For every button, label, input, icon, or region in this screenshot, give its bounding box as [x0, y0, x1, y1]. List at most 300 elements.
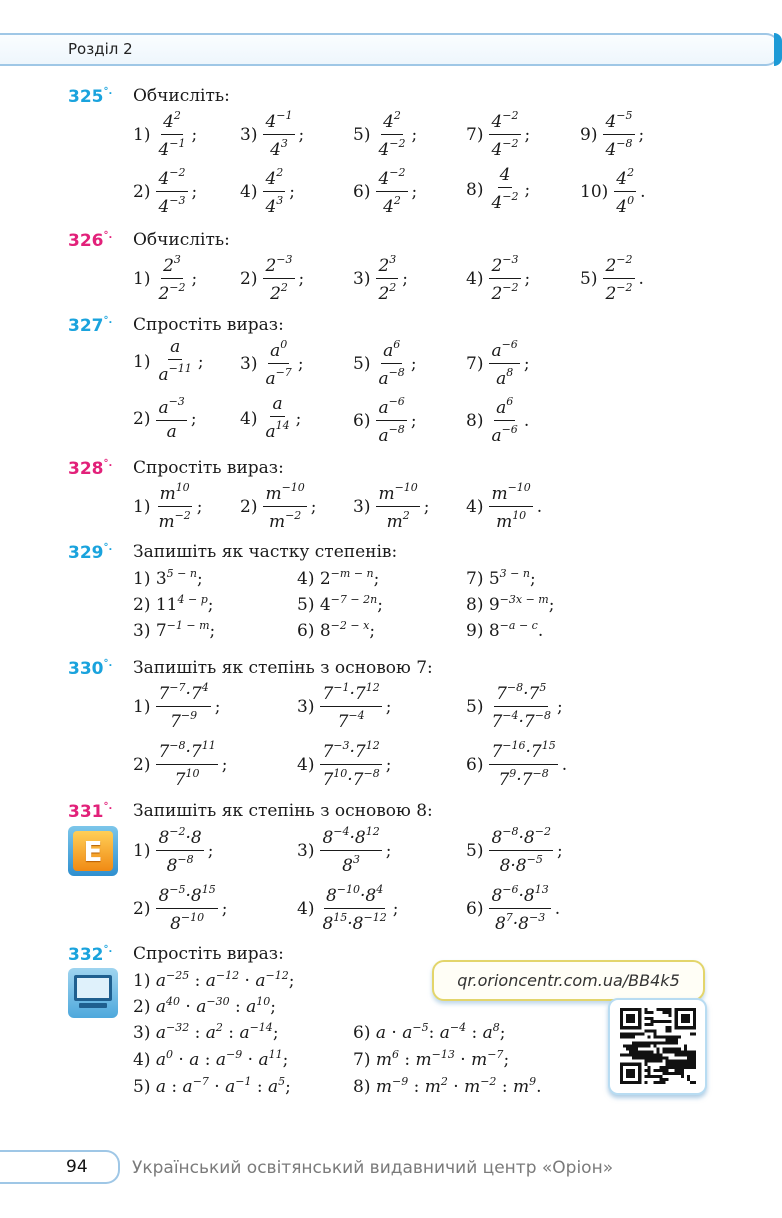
problem-title-332: Спростіть вираз: [133, 944, 284, 964]
qr-module [650, 1017, 653, 1020]
qr-module [626, 1032, 629, 1035]
exercise-item [466, 740, 567, 789]
problem-number-329: 329°. [68, 542, 113, 563]
qr-module [678, 1066, 681, 1069]
qr-module [653, 1035, 656, 1038]
punctuation: ; [524, 179, 531, 200]
qr-module [656, 1035, 659, 1038]
numerator: $8^{-8}\cdot 8^{-2}$ [489, 826, 553, 851]
qr-module [660, 1075, 663, 1078]
punctuation: . [561, 754, 568, 775]
qr-module [663, 1020, 666, 1023]
qr-module [678, 1054, 681, 1057]
qr-module [656, 1054, 659, 1057]
denominator: $8\cdot 8^{-5}$ [499, 853, 543, 876]
qr-module [675, 1038, 678, 1041]
qr-module [669, 1072, 672, 1075]
denominator: $a^{-8}$ [378, 423, 405, 446]
exercise-item: 8) $m^{-9}$ : $m^2 \cdot m^{-2}$ : $m^9$. [353, 1075, 542, 1097]
qr-module [660, 1078, 663, 1081]
qr-module [663, 1078, 666, 1081]
denominator: $7^{-9}$ [170, 709, 198, 732]
exercise-item [240, 339, 304, 388]
fraction [263, 482, 306, 531]
item-label: 2) [240, 268, 258, 289]
qr-module [656, 1075, 659, 1078]
exercise-item: 2) $11^{4 - p}$; [133, 593, 214, 615]
exercise-item [133, 740, 227, 789]
qr-module [644, 1063, 647, 1066]
item-label: 3) [297, 696, 315, 717]
numerator: $8^{-10}\cdot 8^4$ [324, 884, 385, 909]
qr-module [656, 1008, 659, 1011]
monitor-screen [74, 975, 112, 1001]
qr-module [681, 1069, 684, 1072]
denominator: $7^{10}$ [174, 767, 200, 790]
item-label: 4) [240, 181, 258, 202]
qr-module [638, 1054, 641, 1057]
numerator: $4^{-1}$ [263, 110, 294, 135]
numerator: $8^{-5}\cdot 8^{15}$ [156, 884, 217, 909]
qr-module [669, 1060, 672, 1063]
qr-module [693, 1032, 696, 1035]
numerator: $4^2$ [381, 110, 403, 135]
item-label: 2) [133, 898, 151, 919]
fraction [320, 682, 381, 731]
exercise-item [297, 740, 391, 789]
qr-module [647, 1017, 650, 1020]
exercise-item [466, 110, 530, 159]
qr-module [650, 1060, 653, 1063]
qr-module [669, 1048, 672, 1051]
fraction [376, 167, 407, 216]
qr-module [656, 1041, 659, 1044]
qr-module [644, 1011, 647, 1014]
qr-module [623, 1044, 626, 1047]
problem-title-325: Обчисліть: [133, 86, 230, 106]
qr-module [666, 1057, 669, 1060]
qr-module [663, 1035, 666, 1038]
qr-module [678, 1060, 681, 1063]
qr-module [669, 1020, 672, 1023]
qr-code-icon[interactable] [620, 1008, 696, 1084]
qr-module [641, 1054, 644, 1057]
fraction [489, 396, 519, 445]
qr-module [681, 1075, 684, 1078]
punctuation: ; [410, 410, 417, 431]
denominator: $2^2$ [270, 281, 288, 304]
qr-module [656, 1051, 659, 1054]
qr-module [678, 1048, 681, 1051]
qr-module [663, 1081, 666, 1084]
qr-module [675, 1048, 678, 1051]
qr-module [623, 1035, 626, 1038]
qr-module [641, 1032, 644, 1035]
denominator: $4^{-1}$ [158, 137, 186, 160]
qr-module [629, 1054, 632, 1057]
exercise-item [240, 482, 317, 531]
qr-module [672, 1038, 675, 1041]
exercise-item [580, 254, 644, 303]
item-label: 1) [133, 496, 151, 517]
item-label: 6) [466, 898, 484, 919]
qr-module [632, 1044, 635, 1047]
punctuation: ; [385, 696, 392, 717]
fraction [489, 884, 550, 933]
numerator: $8^{-2}\cdot 8$ [156, 826, 203, 851]
qr-module [684, 1054, 687, 1057]
punctuation: ; [214, 696, 221, 717]
numerator: $4^{-5}$ [603, 110, 634, 135]
numerator: a [270, 396, 284, 417]
qr-module [681, 1054, 684, 1057]
qr-module [644, 1069, 647, 1072]
qr-module [653, 1075, 656, 1078]
qr-module [666, 1066, 669, 1069]
exercise-item [133, 682, 220, 731]
item-label: 10) [580, 181, 609, 202]
qr-module [647, 1066, 650, 1069]
qr-module [629, 1035, 632, 1038]
qr-module [650, 1051, 653, 1054]
numerator: $m^{10}$ [158, 482, 192, 507]
qr-module [675, 1041, 678, 1044]
qr-module [644, 1075, 647, 1078]
qr-module [675, 1072, 678, 1075]
exercise-item: 9) $8^{-a - c}$. [466, 619, 544, 641]
header-edge [774, 33, 782, 66]
qr-module [681, 1014, 690, 1023]
qr-module [666, 1011, 669, 1014]
item-label: 1) [133, 351, 151, 372]
exercise-item: 5) a : $a^{-7} \cdot a^{-1}$ : $a^5$; [133, 1075, 291, 1097]
qr-module [653, 1044, 656, 1047]
qr-module [672, 1035, 675, 1038]
exercise-item [297, 682, 391, 731]
fraction [376, 110, 407, 159]
qr-module [620, 1032, 623, 1035]
denominator: $8^{-8}$ [166, 853, 194, 876]
qr-module [641, 1044, 644, 1047]
item-label: 6) [353, 410, 371, 431]
denominator: $a^{-7}$ [265, 366, 292, 389]
fraction [376, 482, 419, 531]
qr-module [675, 1051, 678, 1054]
numerator: $a^6$ [494, 396, 515, 421]
problem-title-326: Обчисліть: [133, 230, 230, 250]
exercise-item [240, 254, 304, 303]
fraction [376, 396, 406, 445]
qr-module [641, 1051, 644, 1054]
qr-module [669, 1063, 672, 1066]
qr-module [666, 1038, 669, 1041]
punctuation: . [523, 410, 530, 431]
denominator: $a^8$ [496, 366, 514, 389]
item-label: 9) [580, 124, 598, 145]
numerator: $4^2$ [161, 110, 183, 135]
exercise-item: 4) $a^0 \cdot a$ : $a^{-9} \cdot a^{11}$; [133, 1048, 289, 1070]
qr-module [663, 1008, 666, 1011]
denominator: $2^{-2}$ [605, 281, 633, 304]
fraction [156, 110, 187, 159]
qr-module [653, 1060, 656, 1063]
denominator: $m^{-2}$ [268, 509, 302, 532]
qr-module [669, 1038, 672, 1041]
qr-module [638, 1044, 641, 1047]
exercise-item [466, 682, 563, 731]
fraction [263, 110, 294, 159]
qr-module [641, 1057, 644, 1060]
qr-module [678, 1072, 681, 1075]
denominator: $2^2$ [378, 281, 397, 304]
qr-module [644, 1060, 647, 1063]
exercise-item [353, 339, 417, 388]
qr-module [687, 1060, 690, 1063]
exercise-item [133, 826, 213, 875]
problem-number-326: 326°. [68, 230, 113, 251]
qr-module [644, 1057, 647, 1060]
qr-module [669, 1051, 672, 1054]
qr-module [638, 1057, 641, 1060]
qr-module [626, 1069, 635, 1078]
qr-module [687, 1066, 690, 1069]
qr-module [660, 1054, 663, 1057]
denominator: $4^3$ [265, 194, 284, 217]
qr-module [690, 1066, 693, 1069]
qr-module [653, 1041, 656, 1044]
qr-module [647, 1035, 650, 1038]
qr-module [672, 1060, 675, 1063]
numerator: $m^{-10}$ [376, 482, 419, 507]
denominator: $m^{-2}$ [158, 509, 191, 532]
qr-module [684, 1048, 687, 1051]
letter-e-icon [68, 826, 118, 876]
exercise-item [353, 167, 417, 216]
exercise-item [466, 482, 542, 531]
fraction [489, 682, 553, 731]
qr-module [647, 1044, 650, 1047]
qr-module [620, 1035, 623, 1038]
qr-module [647, 1051, 650, 1054]
numerator: $4^2$ [263, 167, 285, 192]
qr-module [663, 1048, 666, 1051]
qr-module [647, 1060, 650, 1063]
numerator: $2^{-3}$ [489, 254, 520, 279]
qr-module [672, 1063, 675, 1066]
denominator: $a^{-11}$ [158, 362, 192, 385]
exercise-item: 7) $m^6$ : $m^{-13} \cdot m^{-7}$; [353, 1048, 510, 1070]
qr-module [656, 1081, 659, 1084]
numerator: $a^6$ [381, 339, 402, 364]
qr-module [653, 1032, 656, 1035]
qr-module [644, 1008, 647, 1011]
punctuation: ; [196, 496, 203, 517]
qr-module [663, 1066, 666, 1069]
denominator: a [166, 422, 177, 442]
qr-module [666, 1041, 669, 1044]
qr-module [669, 1029, 672, 1032]
qr-module [650, 1029, 653, 1032]
item-label: 2) [133, 408, 151, 429]
punctuation: ; [411, 124, 418, 145]
denominator: $2^{-2}$ [158, 281, 186, 304]
item-label: 4) [466, 268, 484, 289]
qr-module [693, 1060, 696, 1063]
item-label: 2) [133, 754, 151, 775]
qr-module [678, 1063, 681, 1066]
qr-module [644, 1029, 647, 1032]
punctuation: ; [524, 124, 531, 145]
item-label: 5) [466, 840, 484, 861]
qr-module [663, 1069, 666, 1072]
qr-module [663, 1072, 666, 1075]
qr-module [644, 1054, 647, 1057]
fraction [320, 884, 388, 933]
qr-module [632, 1051, 635, 1054]
qr-module [666, 1026, 669, 1029]
denominator: $4^{-3}$ [158, 194, 186, 217]
qr-module [693, 1057, 696, 1060]
item-label: 3) [353, 496, 371, 517]
qr-module [650, 1057, 653, 1060]
qr-module [656, 1048, 659, 1051]
denominator: $2^{-2}$ [491, 281, 519, 304]
fraction [489, 482, 532, 531]
numerator: $7^{-3}\cdot 7^{12}$ [320, 740, 381, 765]
item-label: 1) [133, 840, 151, 861]
denominator: $4^0$ [616, 194, 635, 217]
qr-module [681, 1072, 684, 1075]
qr-module [684, 1051, 687, 1054]
qr-module [635, 1041, 638, 1044]
exercise-item [466, 884, 560, 933]
numerator: $a^{-6}$ [376, 396, 406, 421]
denominator: $a^{-8}$ [378, 366, 405, 389]
qr-module [647, 1069, 650, 1072]
exercise-item [133, 482, 203, 531]
exercise-item: 6) $a \cdot a^{-5}$: $a^{-4}$ : $a^8$; [353, 1021, 506, 1043]
exercise-item [466, 396, 529, 445]
qr-module [656, 1057, 659, 1060]
qr-module [653, 1054, 656, 1057]
fraction [156, 254, 187, 303]
qr-module [687, 1078, 690, 1081]
problem-title-331: Запишіть як степінь з основою 8: [133, 801, 433, 821]
punctuation: ; [411, 181, 418, 202]
qr-module [629, 1048, 632, 1051]
fraction [489, 826, 553, 875]
qr-module [681, 1051, 684, 1054]
qr-module [693, 1081, 696, 1084]
exercise-item [466, 339, 530, 388]
qr-module [647, 1011, 650, 1014]
qr-module [653, 1057, 656, 1060]
qr-module [656, 1020, 659, 1023]
computer-monitor-icon [68, 968, 118, 1018]
page-number: 94 [66, 1157, 88, 1177]
item-label: 1) [133, 696, 151, 717]
qr-module [669, 1011, 672, 1014]
item-label: 5) [353, 124, 371, 145]
qr-module [660, 1057, 663, 1060]
punctuation: ; [556, 696, 563, 717]
qr-module [675, 1054, 678, 1057]
qr-module [650, 1075, 653, 1078]
exercise-item: 1) $a^{-25}$ : $a^{-12} \cdot a^{-12}$; [133, 969, 295, 991]
punctuation: . [554, 898, 561, 919]
fraction [489, 740, 557, 789]
item-label: 4) [466, 496, 484, 517]
exercise-item [353, 482, 430, 531]
qr-module [644, 1044, 647, 1047]
punctuation: ; [197, 351, 204, 372]
qr-module [669, 1008, 672, 1011]
denominator: $7^{-4}\cdot 7^{-8}$ [491, 709, 551, 732]
qr-module [629, 1051, 632, 1054]
qr-module [669, 1014, 672, 1017]
denominator: $8^7\cdot 8^{-3}$ [494, 911, 546, 934]
item-label: 8) [466, 410, 484, 431]
qr-module [687, 1057, 690, 1060]
numerator: $a^{-6}$ [489, 339, 519, 364]
qr-module [684, 1063, 687, 1066]
numerator: $8^{-6}\cdot 8^{13}$ [489, 884, 550, 909]
qr-module [669, 1035, 672, 1038]
qr-module [660, 1066, 663, 1069]
denominator: $4^{-2}$ [491, 137, 519, 160]
punctuation: ; [523, 353, 530, 374]
qr-module [690, 1063, 693, 1066]
exercise-item [466, 826, 563, 875]
fraction [320, 826, 381, 875]
qr-module [626, 1054, 629, 1057]
fraction [263, 339, 293, 388]
numerator: $7^{-16}\cdot 7^{15}$ [489, 740, 557, 765]
denominator: $a^{-6}$ [491, 423, 518, 446]
qr-module [644, 1017, 647, 1020]
fraction [156, 884, 217, 933]
punctuation: ; [556, 840, 563, 861]
qr-module [666, 1072, 669, 1075]
qr-module [675, 1069, 678, 1072]
qr-module [672, 1041, 675, 1044]
qr-module [626, 1035, 629, 1038]
item-label: 7) [466, 124, 484, 145]
qr-module [684, 1044, 687, 1047]
qr-module [666, 1078, 669, 1081]
fraction [156, 682, 210, 731]
numerator: $7^{-8}\cdot 7^{11}$ [156, 740, 217, 765]
qr-module [650, 1041, 653, 1044]
qr-link[interactable]: qr.orioncentr.com.ua/BB4k5 [432, 960, 705, 1001]
exercise-item [240, 167, 295, 216]
qr-module [681, 1066, 684, 1069]
qr-module [635, 1032, 638, 1035]
exercise-item: 1) $3^{5 - n}$; [133, 567, 203, 589]
qr-module [693, 1063, 696, 1066]
qr-module [638, 1051, 641, 1054]
qr-module [638, 1032, 641, 1035]
exercise-item: 6) $8^{-2 - x}$; [297, 619, 376, 641]
denominator: $7^{-4}$ [337, 709, 365, 732]
badge-letter: E [73, 831, 113, 871]
qr-module [626, 1044, 629, 1047]
qr-module [666, 1029, 669, 1032]
fraction [489, 339, 519, 388]
qr-module [663, 1041, 666, 1044]
qr-module [635, 1048, 638, 1051]
fraction [320, 740, 381, 789]
